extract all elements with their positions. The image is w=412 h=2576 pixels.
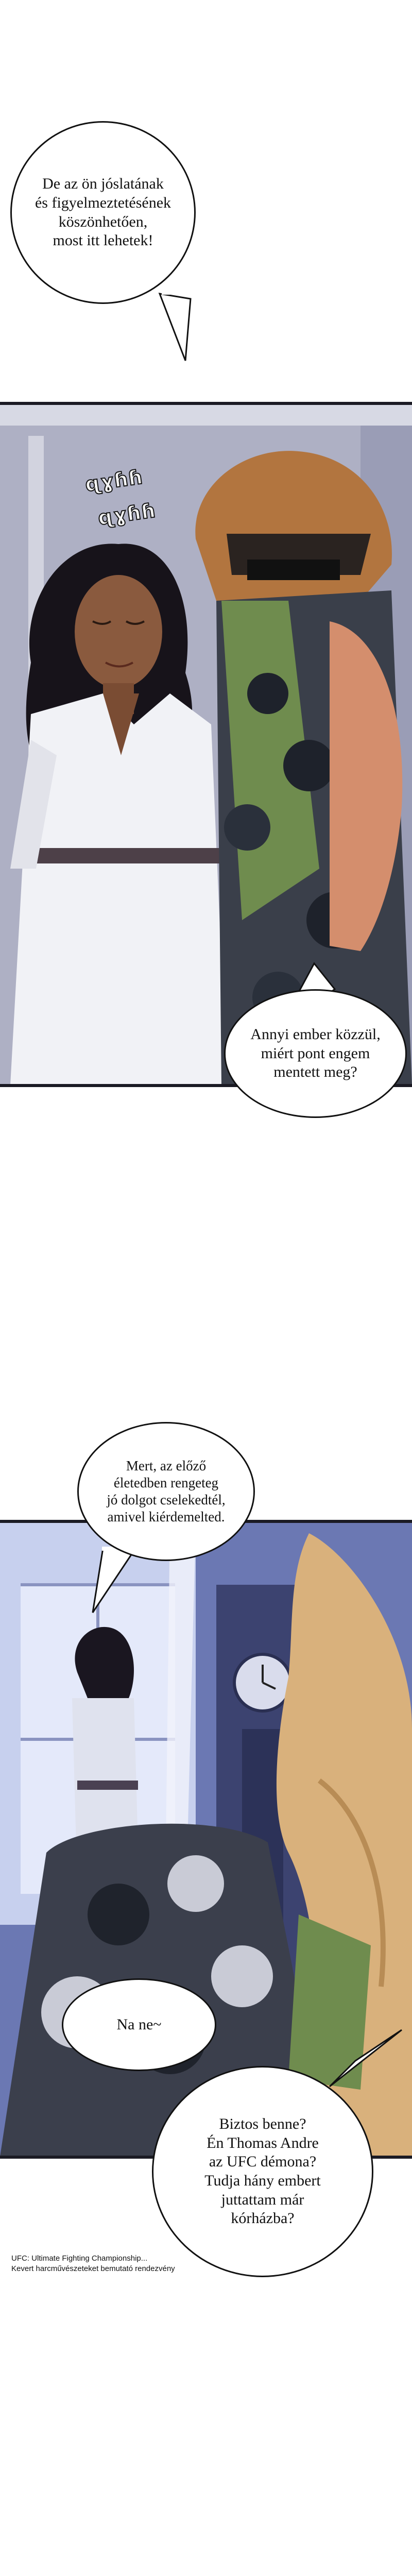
- bubble-5-tail: [324, 2020, 407, 2092]
- footnote: [11, 2253, 175, 2275]
- bubble-2-text: Annyi ember közzül, miért pont engem mentett meg?: [250, 1026, 381, 1081]
- footnote-line-1: UFC: Ultimate Fighting Championship...: [11, 2254, 148, 2263]
- bubble-1-text: De az ön jóslatának és figyelmeztetésének köszönhetően, most itt lehetek!: [35, 175, 171, 249]
- footnote-line-2: Kevert harcművészeteket bemutató rendezvény: [11, 2264, 175, 2274]
- speech-bubble-5: [152, 2066, 373, 2277]
- speech-bubble-1: [10, 121, 196, 304]
- speech-bubble-4: [62, 1978, 216, 2071]
- panel-a-art: [0, 405, 412, 1085]
- bubble-1-tail: [154, 289, 216, 371]
- bubble-3-text: Mert, az előző életedben rengeteg jó dolgot cselekedtél, amivel kiérdemelted.: [107, 1458, 226, 1524]
- speech-bubble-2: [224, 989, 407, 1118]
- bubble-5-text: Biztos benne? Én Thomas Andre az UFC démona? Tudja hány embert juttattam már kórházba?: [204, 2115, 321, 2227]
- panel-woman-and-man: [0, 402, 412, 1087]
- bubble-4-text: Na ne~: [116, 2015, 162, 2033]
- speech-bubble-3: [77, 1422, 255, 1561]
- sfx-giggle-1: ɋɣɦɦ: [83, 465, 145, 496]
- sfx-giggle-2: ɋɣɦɦ: [96, 499, 158, 530]
